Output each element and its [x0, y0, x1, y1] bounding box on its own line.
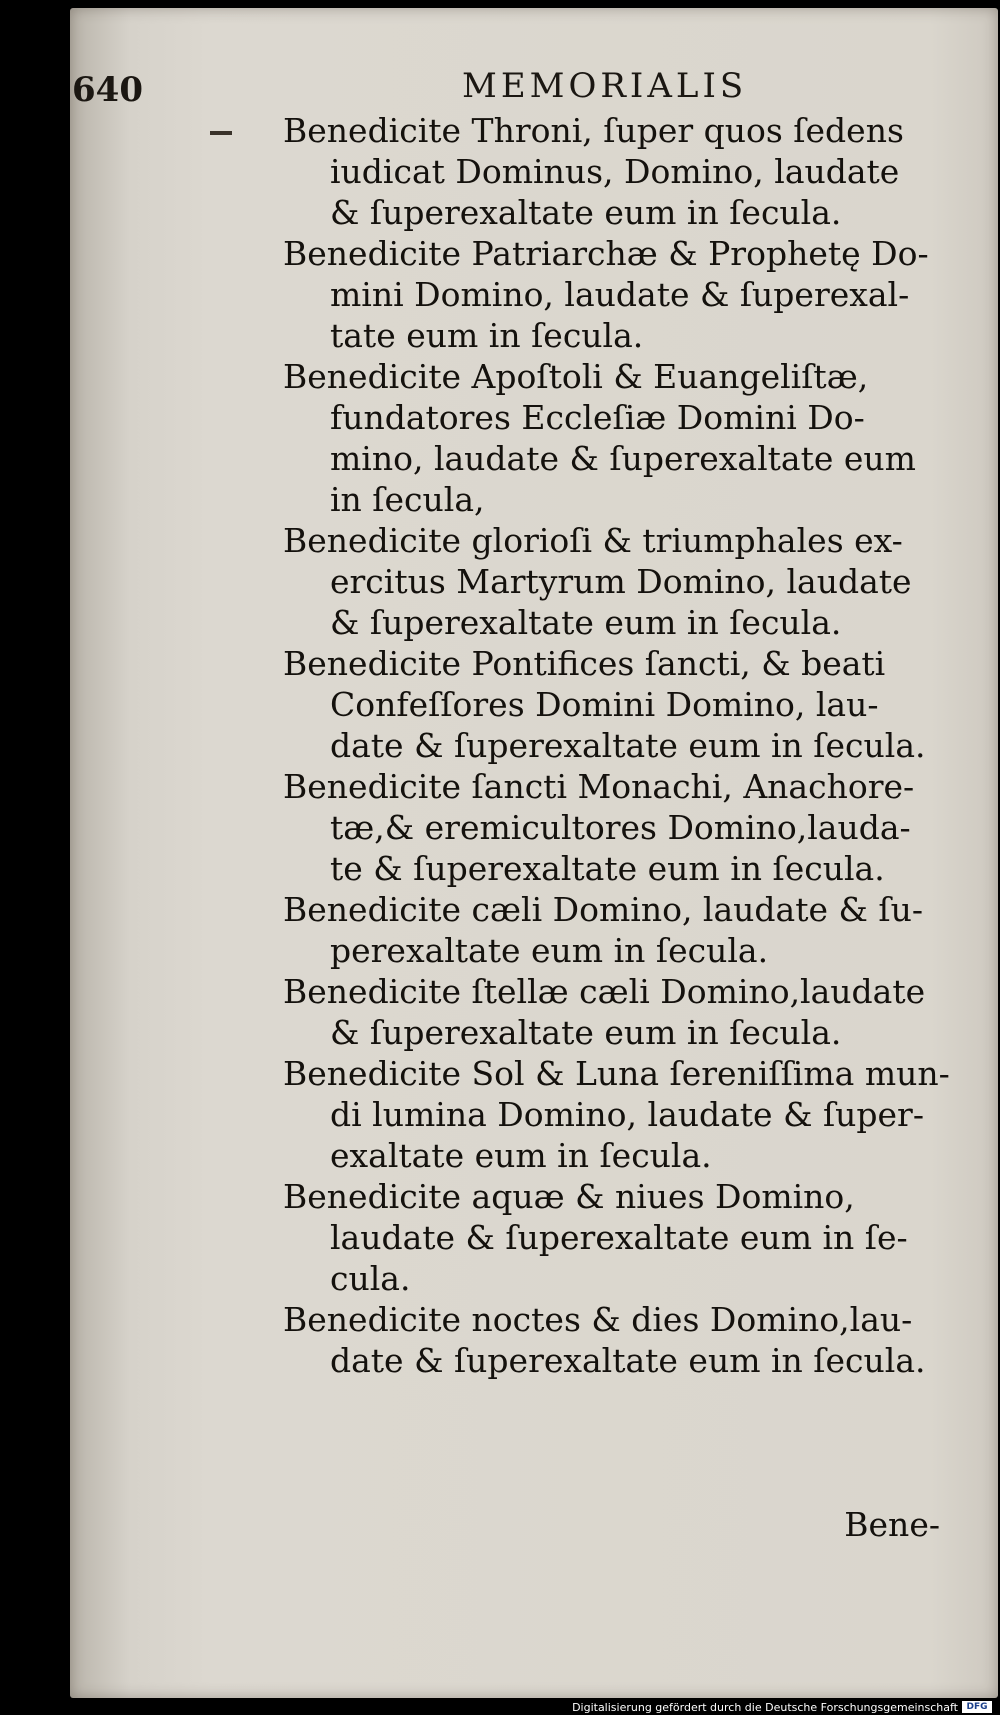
verse-line: cula.	[330, 1259, 411, 1298]
verse	[283, 110, 948, 233]
verse-line: & ſuperexaltate eum in ſecula.	[330, 1013, 842, 1052]
verse-line: Benedicite cæli Domino, laudate & ſu-	[283, 890, 923, 929]
verse	[283, 971, 948, 1053]
verse-line: date & ſuperexaltate eum in ſecula.	[330, 726, 926, 765]
verse-line: Benedicite Sol & Luna ſereniſſima mun-	[283, 1054, 950, 1093]
verse-line: Benedicite ſtellæ cæli Domino,laudate	[283, 972, 926, 1011]
verse-line: mino, laudate & ſuperexaltate eum	[330, 439, 916, 478]
verse	[283, 233, 948, 356]
verse-line: Benedicite Apoſtoli & Euangeliſtæ,	[283, 357, 869, 396]
catchword: Bene-	[844, 1505, 940, 1544]
running-title: MEMORIALIS	[462, 66, 748, 106]
verse-line: fundatores Eccleſiæ Domini Do-	[330, 398, 865, 437]
footer-bar	[0, 1699, 1000, 1715]
verse	[283, 643, 948, 766]
verse-line: perexaltate eum in ſecula.	[330, 931, 769, 970]
verse-line: Benedicite Throni, ſuper quos ſedens	[283, 111, 904, 150]
verse-line: & ſuperexaltate eum in ſecula.	[330, 603, 842, 642]
margin-dash	[210, 131, 232, 135]
page-number: 640	[72, 70, 143, 110]
verse-line: exaltate eum in ſecula.	[330, 1136, 712, 1175]
verse-line: mini Domino, laudate & ſuperexal-	[330, 275, 910, 314]
verse-line: ercitus Martyrum Domino, laudate	[330, 562, 912, 601]
verse-line: di lumina Domino, laudate & ſuper-	[330, 1095, 924, 1134]
verse-text-block	[283, 110, 948, 1381]
verse	[283, 1299, 948, 1381]
verse-line: Benedicite glorioſi & triumphales ex-	[283, 521, 903, 560]
verse	[283, 1176, 948, 1299]
verse-line: Benedicite Pontifices ſancti, & beati	[283, 644, 886, 683]
verse	[283, 766, 948, 889]
verse-line: iudicat Dominus, Domino, laudate	[330, 152, 900, 191]
verse	[283, 889, 948, 971]
verse-line: in ſecula,	[330, 480, 485, 519]
verse-line: & ſuperexaltate eum in ſecula.	[330, 193, 842, 232]
verse-line: Benedicite ſancti Monachi, Anachore-	[283, 767, 915, 806]
verse-line: Benedicite noctes & dies Domino,lau-	[283, 1300, 913, 1339]
verse	[283, 356, 948, 520]
verse-line: Benedicite aquæ & niues Domino,	[283, 1177, 855, 1216]
verse	[283, 520, 948, 643]
verse-line: Confeſſores Domini Domino, lau-	[330, 685, 879, 724]
verse-line: tate eum in ſecula.	[330, 316, 644, 355]
verse-line: te & ſuperexaltate eum in ſecula.	[330, 849, 885, 888]
footer-credit: Digitalisierung gefördert durch die Deutsche Forschungsgemeinschaft	[572, 1701, 958, 1714]
verse	[283, 1053, 948, 1176]
dfg-logo: DFG	[962, 1701, 992, 1713]
verse-line: Benedicite Patriarchæ & Prophetę Do-	[283, 234, 929, 273]
verse-line: laudate & ſuperexaltate eum in ſe-	[330, 1218, 908, 1257]
verse-line: date & ſuperexaltate eum in ſecula.	[330, 1341, 926, 1380]
verse-line: tæ,& eremicultores Domino,lauda-	[330, 808, 911, 847]
